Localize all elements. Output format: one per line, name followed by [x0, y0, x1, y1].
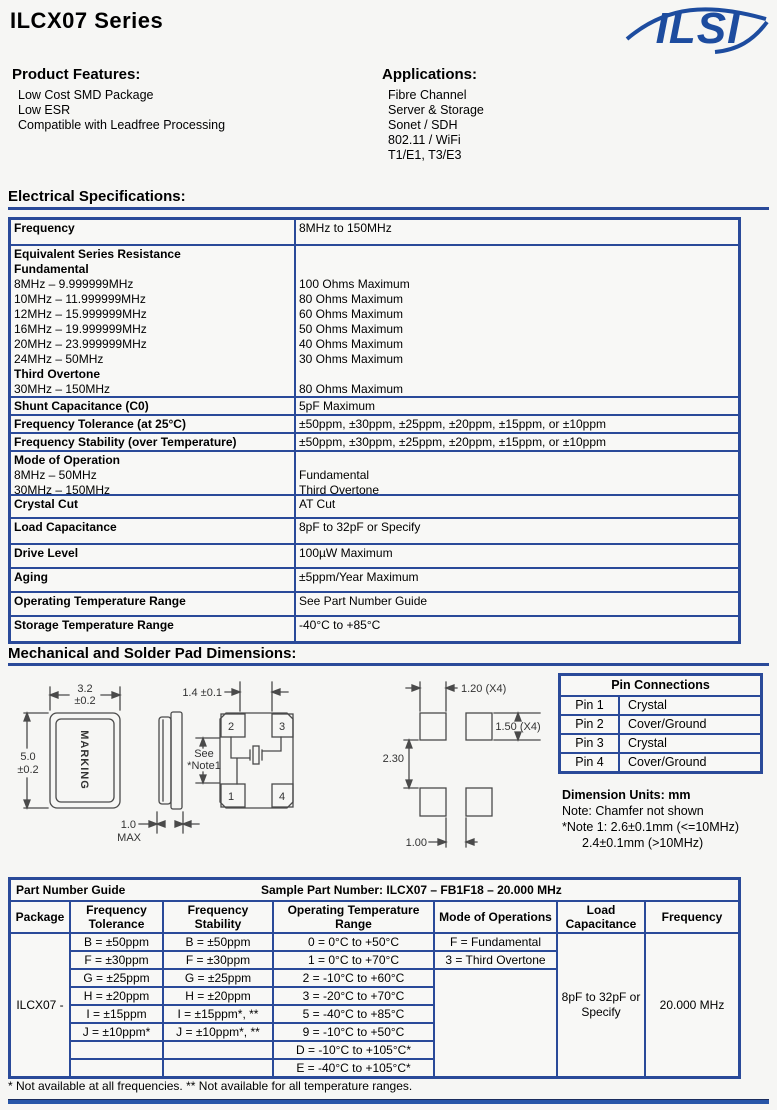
spec-label-line: Third Overtone [14, 367, 101, 381]
mechanical-drawing [8, 672, 555, 867]
spec-label-line: Frequency Stability (over Temperature) [14, 435, 237, 449]
spec-label-line: Storage Temperature Range [14, 618, 174, 632]
part-guide-column-header: Operating Temperature Range [274, 902, 435, 932]
pin-row [561, 697, 760, 716]
front-width-label: 3.2 [77, 683, 93, 695]
mechanical-rule [8, 663, 769, 666]
load-cap-line2: Specify [581, 1005, 621, 1019]
spec-value-cell [296, 593, 738, 615]
stability-cell: J = ±10ppm*, ** [164, 1024, 272, 1042]
part-guide-body [11, 934, 738, 1076]
tolerance-cell: H = ±20ppm [71, 988, 162, 1006]
temp-range-cell: D = -10°C to +105°C* [274, 1042, 433, 1060]
electrical-rule [8, 207, 769, 210]
electrical-table [8, 217, 741, 644]
spec-value-line: 80 Ohms Maximum [299, 292, 404, 306]
pin-function-cell: Crystal [628, 736, 667, 750]
applications-heading: Applications: [382, 66, 478, 83]
front-height-label: 5.0 [20, 751, 36, 763]
mode-cell: 3 = Third Overtone [435, 952, 556, 970]
electrical-row [11, 246, 738, 398]
spec-value-line: 8pF to 32pF or Specify [299, 520, 421, 534]
tolerance-cell: G = ±25ppm [71, 970, 162, 988]
feature-item: Low ESR [18, 103, 71, 117]
pin-table-title: Pin Connections [561, 676, 760, 697]
spec-label-cell [11, 593, 296, 615]
spec-label-cell [11, 519, 296, 543]
spec-label-line: Mode of Operation [14, 453, 120, 467]
spec-label-line: 10MHz – 11.999999MHz [14, 292, 146, 306]
pin-connections-table [558, 673, 763, 774]
stability-cell [164, 1060, 272, 1076]
electrical-row [11, 416, 738, 434]
tolerance-cell [71, 1060, 162, 1076]
pin-function-cell: Cover/Ground [628, 755, 707, 769]
spec-value-line: 5pF Maximum [299, 399, 376, 413]
spec-label-line: Operating Temperature Range [14, 594, 186, 608]
spec-value-line: 50 Ohms Maximum [299, 322, 404, 336]
spec-value-cell [296, 416, 738, 432]
spec-label-line: Crystal Cut [14, 497, 79, 511]
load-cap-column [558, 934, 646, 1076]
footer-divider [8, 1099, 769, 1104]
spec-label-cell [11, 416, 296, 432]
spec-label-cell [11, 246, 296, 396]
spec-value-line [299, 247, 736, 262]
spec-value-cell [296, 220, 738, 244]
spec-label-cell [11, 434, 296, 450]
mode-cell: F = Fundamental [435, 934, 556, 952]
spec-value-line: 40 Ohms Maximum [299, 337, 404, 351]
spec-value-line: Fundamental [299, 468, 370, 482]
spec-label-line: 16MHz – 19.999999MHz [14, 322, 147, 336]
stability-cell: H = ±20ppm [164, 988, 272, 1006]
spec-label-line: 30MHz – 150MHz [14, 483, 111, 497]
side-max-label: MAX [117, 832, 141, 844]
logo-text: ILSI [655, 4, 741, 53]
electrical-row [11, 496, 738, 519]
spec-value-line: Third Overtone [299, 483, 380, 497]
spec-value-line: 100 Ohms Maximum [299, 277, 410, 291]
pin-number-cell: Pin 4 [561, 754, 620, 771]
spec-value-cell [296, 398, 738, 414]
frequency-column [646, 934, 738, 1076]
pin-row [561, 735, 760, 754]
spec-value-line: AT Cut [299, 497, 336, 511]
spec-value-cell [296, 569, 738, 591]
spec-label-line: Equivalent Series Resistance [14, 247, 181, 261]
pin-number-cell: Pin 1 [561, 697, 620, 714]
pad-4-label: 4 [278, 791, 286, 803]
part-guide-column-header: Load Capacitance [558, 902, 646, 932]
electrical-heading: Electrical Specifications: [8, 188, 186, 205]
application-item: T1/E1, T3/E3 [388, 148, 462, 162]
load-cap-text [562, 990, 641, 1020]
feature-item: Compatible with Leadfree Processing [18, 118, 226, 132]
pad-pitch-label: 1.4 ±0.1 [182, 687, 222, 699]
spec-value-line: 100µW Maximum [299, 546, 393, 560]
spec-label-cell [11, 496, 296, 517]
spec-label-cell [11, 569, 296, 591]
package-column [11, 934, 71, 1076]
spec-value-cell [296, 246, 738, 396]
temp-range-cell: 3 = -20°C to +70°C [274, 988, 433, 1006]
tolerance-cell: B = ±50ppm [71, 934, 162, 952]
spec-value-line: ±50ppm, ±30ppm, ±25ppm, ±20ppm, ±15ppm, or ±10ppm [299, 417, 607, 431]
temp-range-cell: 1 = 0°C to +70°C [274, 952, 433, 970]
dimension-units-note: Dimension Units: mm [562, 788, 691, 802]
footnote: * Not available at all frequencies. ** Not available for all temperature ranges. [8, 1079, 413, 1093]
pad-1-label: 1 [227, 791, 235, 803]
temp-range-cell: 5 = -40°C to +85°C [274, 1006, 433, 1024]
tolerance-cell: I = ±15ppm [71, 1006, 162, 1024]
feature-item: Low Cost SMD Package [18, 88, 154, 102]
electrical-row [11, 398, 738, 416]
stability-cell: F = ±30ppm [164, 952, 272, 970]
stability-cell [164, 1042, 272, 1060]
spec-value-cell [296, 617, 738, 641]
spec-value-line: 8MHz to 150MHz [299, 221, 392, 235]
mechanical-heading: Mechanical and Solder Pad Dimensions: [8, 645, 297, 662]
marking-label: MARKING [78, 730, 90, 790]
land-vgap-label: 2.30 [382, 753, 404, 765]
mode-column [435, 934, 558, 1076]
temp-range-cell: E = -40°C to +105°C* [296, 1061, 411, 1075]
spec-label-line: Frequency Tolerance (at 25°C) [14, 417, 186, 431]
spec-label-line: 30MHz – 150MHz [14, 382, 111, 396]
spec-value-line: 60 Ohms Maximum [299, 307, 404, 321]
crystal-symbol [253, 746, 259, 764]
chamfer-note: Note: Chamfer not shown [562, 804, 704, 818]
pad-2-label: 2 [227, 721, 235, 733]
features-list [18, 88, 225, 133]
spec-label-cell [11, 220, 296, 244]
spec-label-cell [11, 398, 296, 414]
spec-value-line [299, 367, 736, 382]
front-width-tol-label: ±0.2 [74, 695, 96, 707]
land-pad-width-label: 1.20 (X4) [461, 683, 507, 695]
side-view-cover [159, 717, 171, 804]
electrical-row [11, 220, 738, 246]
temp-range-column [274, 934, 435, 1076]
spec-label-line: 24MHz – 50MHz [14, 352, 104, 366]
part-guide-column-header: Frequency Tolerance [71, 902, 164, 932]
spec-value-line: -40°C to +85°C [299, 618, 381, 632]
tolerance-column [71, 934, 164, 1076]
temp-range-cell: 9 = -10°C to +50°C [274, 1024, 433, 1042]
package-value: ILCX07 - [16, 997, 64, 1012]
mode-empty-cell [435, 970, 556, 1076]
stability-column [164, 934, 274, 1076]
spec-value-line [299, 453, 736, 468]
electrical-row [11, 569, 738, 593]
see-label: See [194, 748, 214, 760]
spec-label-line: Frequency [14, 221, 75, 235]
side-view-base [171, 712, 182, 809]
sample-part-number: Sample Part Number: ILCX07 – FB1F18 – 20.000 MHz [261, 883, 562, 897]
spec-value-line: 80 Ohms Maximum [299, 382, 404, 396]
pin-row [561, 754, 760, 771]
part-guide-column-header: Frequency [661, 910, 723, 924]
side-thickness-label: 1.0 [120, 819, 136, 831]
electrical-row [11, 593, 738, 617]
note-1b: 2.4±0.1mm (>10MHz) [582, 836, 704, 850]
spec-label-cell [11, 617, 296, 641]
tolerance-cell: J = ±10ppm* [71, 1024, 162, 1042]
spec-label-line: Load Capacitance [14, 520, 117, 534]
pin-number-cell: Pin 3 [561, 735, 620, 752]
electrical-row [11, 519, 738, 545]
stability-cell: I = ±15ppm*, ** [164, 1006, 272, 1024]
spec-value-line [299, 262, 736, 277]
spec-label-cell [11, 452, 296, 497]
spec-value-line: ±50ppm, ±30ppm, ±25ppm, ±20ppm, ±15ppm, or ±10ppm [299, 435, 607, 449]
spec-label-line: 20MHz – 23.999999MHz [14, 337, 147, 351]
part-guide-column-header: Mode of Operations [435, 902, 558, 932]
pad-3-label: 3 [278, 721, 286, 733]
pin-function-cell: Cover/Ground [628, 717, 707, 731]
spec-value-cell [296, 519, 738, 543]
application-item: Server & Storage [388, 103, 484, 117]
land-hgap-label: 1.00 [405, 837, 427, 849]
spec-label-line: 8MHz – 50MHz [14, 468, 97, 482]
load-cap-value [558, 934, 644, 1076]
tolerance-cell [71, 1042, 162, 1060]
spec-value-line: ±5ppm/Year Maximum [299, 570, 419, 584]
spec-value-cell [296, 434, 738, 450]
electrical-row [11, 617, 738, 641]
part-number-guide-table [8, 877, 741, 1079]
applications-list [388, 88, 484, 163]
ilsi-logo [625, 2, 770, 54]
pin-function-cell: Crystal [628, 698, 667, 712]
spec-label-line: Fundamental [14, 262, 89, 276]
spec-value-cell [296, 452, 738, 497]
part-guide-title-row [11, 880, 738, 902]
features-heading: Product Features: [12, 66, 141, 83]
stability-cell: B = ±50ppm [164, 934, 272, 952]
frequency-value: 20.000 MHz [659, 997, 725, 1012]
spec-label-line: Shunt Capacitance (C0) [14, 399, 149, 413]
front-height-tol-label: ±0.2 [17, 764, 39, 776]
pin-row [561, 716, 760, 735]
part-guide-column-header: Frequency Stability [164, 902, 274, 932]
spec-value-line: 30 Ohms Maximum [299, 352, 404, 366]
note-ref-label: *Note1 [187, 760, 221, 772]
stability-cell: G = ±25ppm [164, 970, 272, 988]
spec-value-cell [296, 545, 738, 567]
application-item: 802.11 / WiFi [388, 133, 461, 147]
application-item: Fibre Channel [388, 88, 467, 102]
electrical-row [11, 545, 738, 569]
spec-label-cell [11, 545, 296, 567]
spec-label-line: Drive Level [14, 546, 79, 560]
note-1: *Note 1: 2.6±0.1mm (<=10MHz) [562, 820, 740, 834]
part-guide-title: Part Number Guide [16, 883, 126, 897]
spec-label-line: Aging [14, 570, 48, 584]
tolerance-cell: F = ±30ppm [71, 952, 162, 970]
spec-value-line: See Part Number Guide [299, 594, 428, 608]
part-guide-header-row [11, 902, 738, 934]
spec-value-cell [296, 496, 738, 517]
electrical-row [11, 452, 738, 496]
pin-number-cell: Pin 2 [561, 716, 620, 733]
spec-label-line: 12MHz – 15.999999MHz [14, 307, 147, 321]
dimension-notes [562, 787, 739, 851]
temp-range-cell: 2 = -10°C to +60°C [274, 970, 433, 988]
temp-range-cell: 0 = 0°C to +50°C [274, 934, 433, 952]
load-cap-line1: 8pF to 32pF or [561, 990, 641, 1004]
electrical-row [11, 434, 738, 452]
part-guide-column-header: Package [11, 902, 71, 932]
land-pad-height-label: 1.50 (X4) [495, 721, 541, 733]
application-item: Sonet / SDH [388, 118, 458, 132]
page-title: ILCX07 Series [10, 8, 164, 33]
spec-label-line: 8MHz – 9.999999MHz [14, 277, 134, 291]
